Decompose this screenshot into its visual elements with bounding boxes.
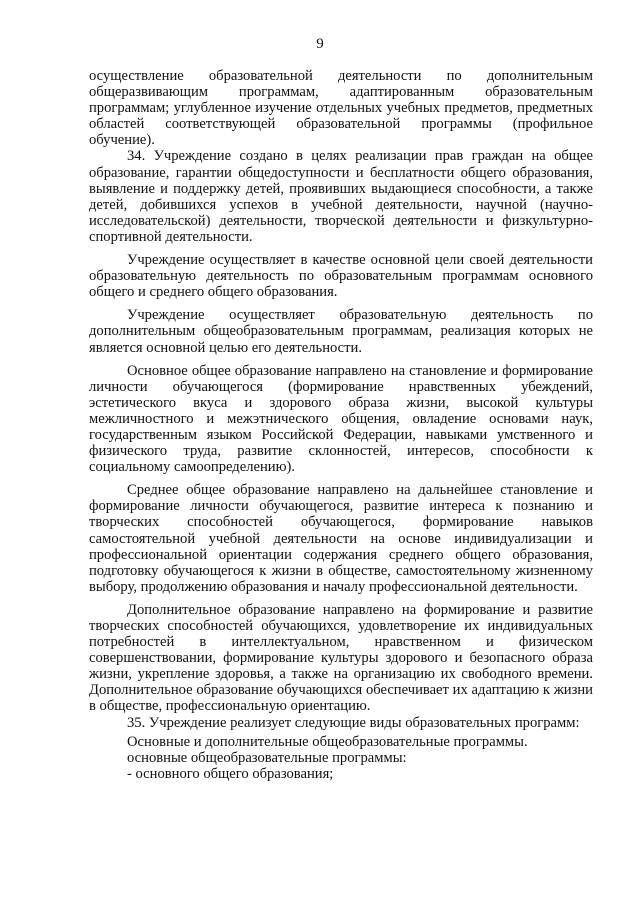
paragraph-34: 34. Учреждение создано в целях реализации прав граждан на общее образование, гарантии общедоступности и бесплатности общего образования, выявление и поддержку детей, проявивших выдающиеся способности, а также детей, добившихся успехов в учебной деятельности, научной (научно-исследовательской) деятельности, творческой деятельности и физкультурно-спортивной деятельности. [89,148,593,245]
list-line: основные общеобразовательные программы: [127,749,407,766]
paragraph-basic-general-education: Основное общее образование направлено на становление и формирование личности обучающегося (формирование нравственных убеждений, эстетического вкуса и здорового образа жизни, высокой культуры межличностного и межэтнического общения, овладение основами наук, государственным языком Российской Федерации, навыками умственного и физического труда, развитие склонностей, интересов, способности к социальному самоопределению). [89,362,593,476]
page-number: 9 [316,36,324,52]
paragraph-35: 35. Учреждение реализует следующие виды образовательных программ: [127,714,580,731]
list-line: Основные и дополнительные общеобразовательные программы. [127,733,528,750]
list-line: - основного общего образования; [127,765,334,782]
paragraph-additional-activity: Учреждение осуществляет образовательную деятельность по дополнительным общеобразовательным программам, реализация которых не является основной целью его деятельности. [89,307,593,356]
document-body [89,68,593,782]
paragraph-additional-education: Дополнительное образование направлено на формирование и развитие творческих способностей обучающихся, удовлетворение их индивидуальных потребностей в интеллектуальном, нравственном и физическом совершенствовании, формирование культуры здорового и безопасного образа жизни, укрепление здоровья, а также на организацию их свободного времени. Дополнительное образование обучающихся обеспечивает их адаптацию к жизни в обществе, профессиональную ориентацию. [89,601,593,715]
paragraph-secondary-general-education: Среднее общее образование направлено на дальнейшее становление и формирование личности обучающегося, развитие интереса к познанию и творческих способностей обучающегося, формирование навыков самостоятельной учебной деятельности на основе индивидуализации и профессиональной ориентации содержания среднего общего образования, подготовку обучающегося к жизни в обществе, самостоятельному жизненному выбору, продолжению образования и началу профессиональной деятельности. [89,482,593,595]
paragraph-continuation: осуществление образовательной деятельности по дополнительным общеразвивающим программам, адаптированным образовательным программам; углубленное изучение отдельных учебных предметов, предметных областей соответствующей образовательной программы (профильное обучение). [89,68,593,149]
paragraph-main-goal: Учреждение осуществляет в качестве основной цели своей деятельности образовательную деятельность по образовательным программам основного общего и среднего общего образования. [89,252,593,301]
